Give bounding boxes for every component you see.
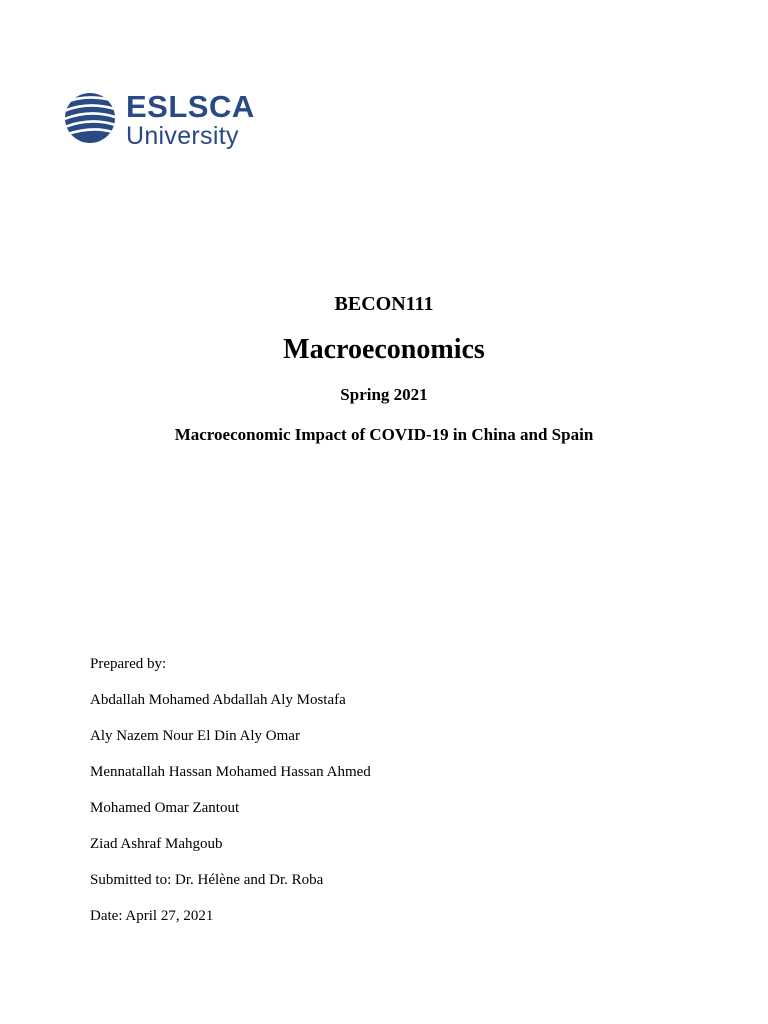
- course-title: Macroeconomics: [283, 334, 485, 365]
- submission-info: [90, 655, 371, 943]
- author-name: Ziad Ashraf Mahgoub: [90, 836, 223, 852]
- author-name: Aly Nazem Nour El Din Aly Omar: [90, 728, 300, 744]
- submission-date: Date: April 27, 2021: [90, 908, 214, 924]
- logo-wordmark: ESLSCA: [126, 89, 255, 124]
- submitted-to: Submitted to: Dr. Hélène and Dr. Roba: [90, 872, 324, 888]
- paper-title: Macroeconomic Impact of COVID-19 in China and Spain: [174, 425, 594, 444]
- prepared-by-label: Prepared by:: [90, 656, 167, 672]
- author-name: Mennatallah Hassan Mohamed Hassan Ahmed: [90, 764, 371, 780]
- term: Spring 2021: [340, 385, 428, 404]
- eslsca-logo: [64, 88, 264, 154]
- eslsca-emblem-icon: [64, 88, 120, 154]
- course-code: BECON111: [334, 293, 434, 315]
- author-name: Mohamed Omar Zantout: [90, 800, 240, 816]
- logo-subtitle: University: [126, 122, 239, 150]
- author-name: Abdallah Mohamed Abdallah Aly Mostafa: [90, 692, 346, 708]
